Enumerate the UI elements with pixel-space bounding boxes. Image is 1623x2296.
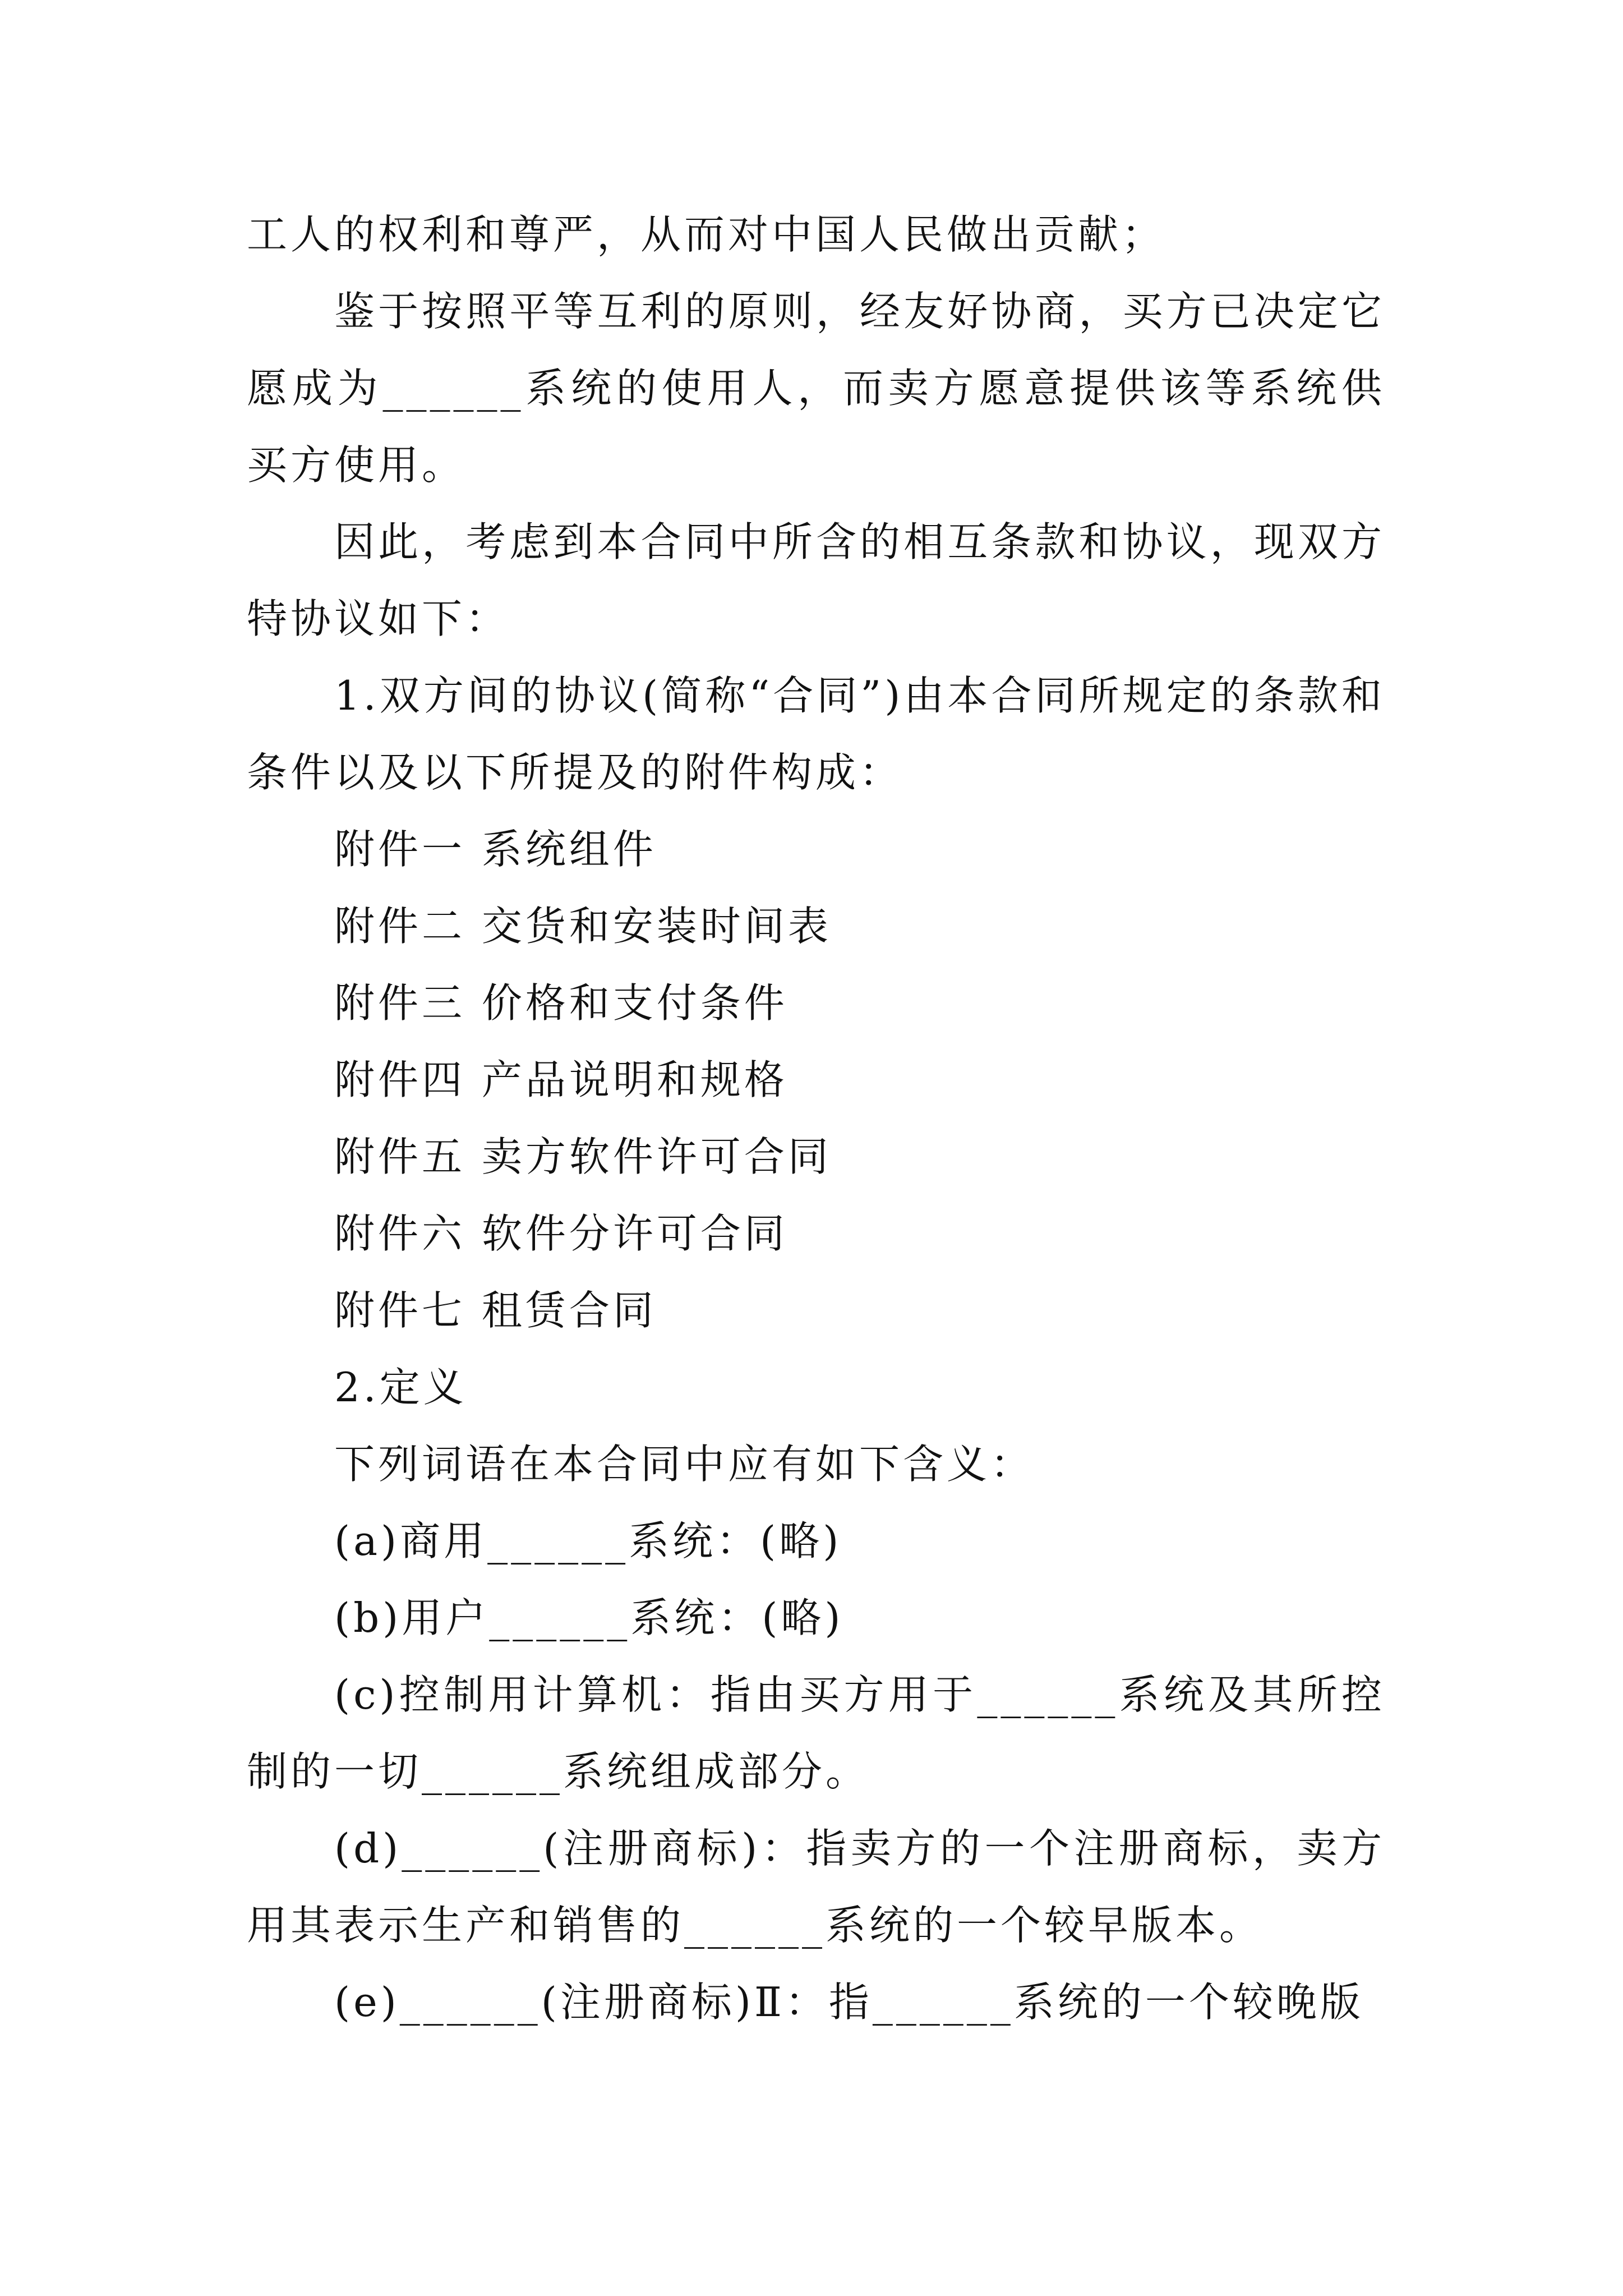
attachment-item [247,1042,1385,1119]
attachment-title: 交货和安装时间表 [481,903,832,950]
attachment-item [247,1195,1385,1272]
attachment-label: 附件四 [334,1056,466,1103]
clause-1: 1.双方间的协议(简称“合同”)由本合同所规定的条款和条件以及以下所提及的附件构成： [247,672,1385,796]
attachment-title: 系统组件 [481,826,657,873]
attachment-label: 附件五 [334,1133,466,1180]
attachment-label: 附件三 [334,979,466,1027]
attachment-label: 附件一 [334,826,466,873]
attachment-item [247,888,1385,965]
attachment-label: 附件六 [334,1210,466,1257]
attachment-label: 附件七 [334,1287,466,1334]
paragraph-preamble-end: 工人的权利和尊严，从而对中国人民做出贡献； [247,211,1166,258]
attachment-item [247,965,1385,1042]
definitions-intro: 下列词语在本合同中应有如下含义： [334,1441,1035,1488]
attachment-list [247,811,1385,1349]
attachment-title: 租赁合同 [481,1287,657,1334]
definition-c: (c)控制用计算机：指由买方用于______系统及其所控制的一切______系统组成部分。 [247,1671,1385,1795]
paragraph-whereas: 鉴于按照平等互利的原则，经友好协商，买方已决定它愿成为______系统的使用人，而卖方愿意提供该等系统供买方使用。 [247,288,1385,489]
section-2-heading: 2.定义 [334,1364,467,1411]
attachment-title: 卖方软件许可合同 [481,1133,832,1180]
attachment-item [247,1272,1385,1349]
attachment-item [247,1119,1385,1195]
attachment-label: 附件二 [334,903,466,950]
attachment-title: 价格和支付条件 [481,979,788,1027]
attachment-title: 软件分许可合同 [481,1210,788,1257]
definition-a: (a)商用______系统：(略) [334,1517,842,1565]
definition-e: (e)______(注册商标)Ⅱ：指______系统的一个较晚版 [334,1978,1364,2026]
definition-b: (b)用户______系统：(略) [334,1594,844,1641]
attachment-title: 产品说明和规格 [481,1056,788,1103]
definition-d: (d)______(注册商标)：指卖方的一个注册商标，卖方用其表示生产和销售的______系统的一个较早版本。 [247,1825,1385,1949]
document-body [247,196,1385,2041]
paragraph-agreement-intro: 因此，考虑到本合同中所含的相互条款和协议，现双方特协议如下： [247,518,1385,642]
attachment-item [247,811,1385,888]
